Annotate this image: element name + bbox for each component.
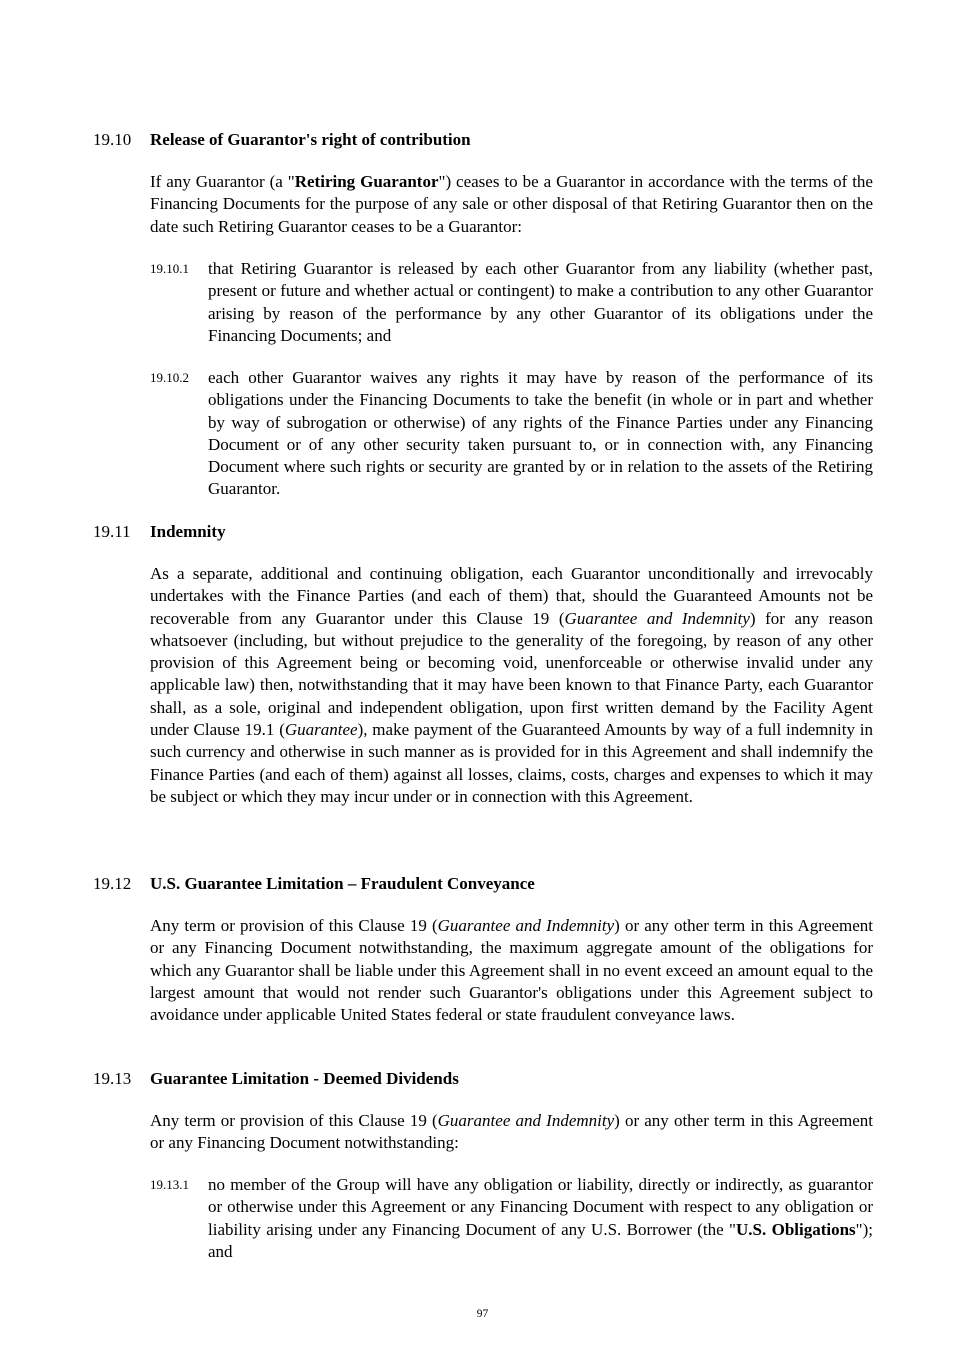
subclause-19-13-1	[150, 1174, 873, 1263]
subclause-19-10-1	[150, 258, 873, 347]
section-title: Guarantee Limitation - Deemed Dividends	[150, 1069, 459, 1088]
text-run: ") ceases to be a Guarantor in accordance with the terms of the Financing Documents for the purpose of any sale or other disposal of that Retiring Guarantor then on the date such Retiring Guarantor ceases to be a Guarantor:	[150, 172, 873, 236]
section-number: 19.13	[93, 1069, 132, 1088]
page-number: 97	[476, 1308, 489, 1320]
section-title: Indemnity	[150, 522, 226, 541]
defined-term: U.S. Obligations	[735, 1219, 856, 1239]
section-number: 19.10	[93, 130, 132, 149]
clause-reference: Guarantee and Indemnity	[437, 1111, 615, 1130]
section-title: U.S. Guarantee Limitation – Fraudulent Conveyance	[150, 874, 535, 893]
text-run: "); and	[208, 1219, 873, 1261]
section-number: 19.11	[93, 522, 131, 541]
section-paragraph-19-12	[150, 915, 873, 1026]
section-title: Release of Guarantor's right of contribution	[150, 130, 471, 149]
text-run: ) for any reason whatsoever (including, but without prejudice to the generality of the foregoing, by reason of any other provision of this Agreement being or becoming void, unenforceable or otherwise invalid under any applicable law) then, notwithstanding that it may have been known to that Finance Party, each Guarantor shall, as a sole, original and independent obligation, upon first written demand by the Facility Agent under Clause 19.1 (	[150, 608, 873, 740]
section-heading-19-10	[93, 129, 873, 151]
section-paragraph-19-13	[150, 1110, 873, 1155]
subclause-number: 19.13.1	[150, 1177, 189, 1192]
text-run: If any Guarantor (a "	[150, 172, 295, 191]
section-number: 19.12	[93, 874, 132, 893]
clause-reference: Guarantee and Indemnity	[437, 916, 615, 935]
text-run: ), make payment of the Guaranteed Amounts by way of a full indemnity in such currency and otherwise in such manner as is provided for in this Agreement and shall indemnify the Finance Parties (and each of them) against all losses, claims, costs, charges and expenses to which it may be subject or which they may incur under or in connection with this Agreement.	[150, 720, 874, 806]
clause-reference: Guarantee	[284, 720, 358, 740]
section-paragraph-19-11	[150, 563, 873, 808]
text-run: As a separate, additional and continuing obligation, each Guarantor unconditionally and irrevocably undertakes with the Finance Parties (and each of them) that, should the Guaranteed Amounts not be recoverable from any Guarantor under this Clause 19 (	[150, 564, 873, 628]
defined-term: Retiring Guarantor	[294, 172, 439, 191]
subclause-text: that Retiring Guarantor is released by each other Guarantor from any liability (whether past, present or future and whether actual or contingent) to make a contribution to any other Guarantor arising by reason of the performance by any other Guarantor of its obligations under the Financing Documents; and	[208, 259, 873, 345]
section-heading-19-12	[93, 873, 873, 895]
text-run: Any term or provision of this Clause 19 (	[150, 916, 438, 935]
subclause-text	[208, 1174, 873, 1263]
section-heading-19-11	[93, 521, 873, 543]
clause-reference: Guarantee and Indemnity	[564, 608, 750, 628]
text-run: no member of the Group will have any obligation or liability, directly or indirectly, as guarantor or otherwise under this Agreement or any Financing Document with respect to any obligation or liability arising under any Financing Document of any U.S. Borrower (the "	[208, 1175, 873, 1239]
text-run: ) or any other term in this Agreement or any Financing Document notwithstanding:	[150, 1111, 873, 1153]
section-heading-19-13	[93, 1068, 873, 1090]
text-run: ) or any other term in this Agreement or any Financing Document notwithstanding, the maximum aggregate amount of the obligations for which any Guarantor shall be liable under this Agreement shall in no event exceed an amount equal to the largest amount that would not render such Guarantor's obligations under this Agreement subject to avoidance under applicable United States federal or state fraudulent conveyance laws.	[150, 916, 873, 1025]
subclause-19-10-2	[150, 367, 873, 501]
subclause-number: 19.10.2	[150, 370, 189, 385]
subclause-number: 19.10.1	[150, 261, 189, 276]
subclause-text: each other Guarantor waives any rights it may have by reason of the performance of its obligations under the Financing Documents to take the benefit (in whole or in part and whether by way of subrogation or otherwise) of any rights of the Finance Parties under any Financing Document or of any other security taken pursuant to, or in connection with, any Financing Document where such rights or security are granted by or in relation to the assets of the Retiring Guarantor.	[208, 368, 873, 499]
text-run: Any term or provision of this Clause 19 (	[150, 1111, 438, 1130]
section-paragraph-19-10	[150, 171, 873, 238]
